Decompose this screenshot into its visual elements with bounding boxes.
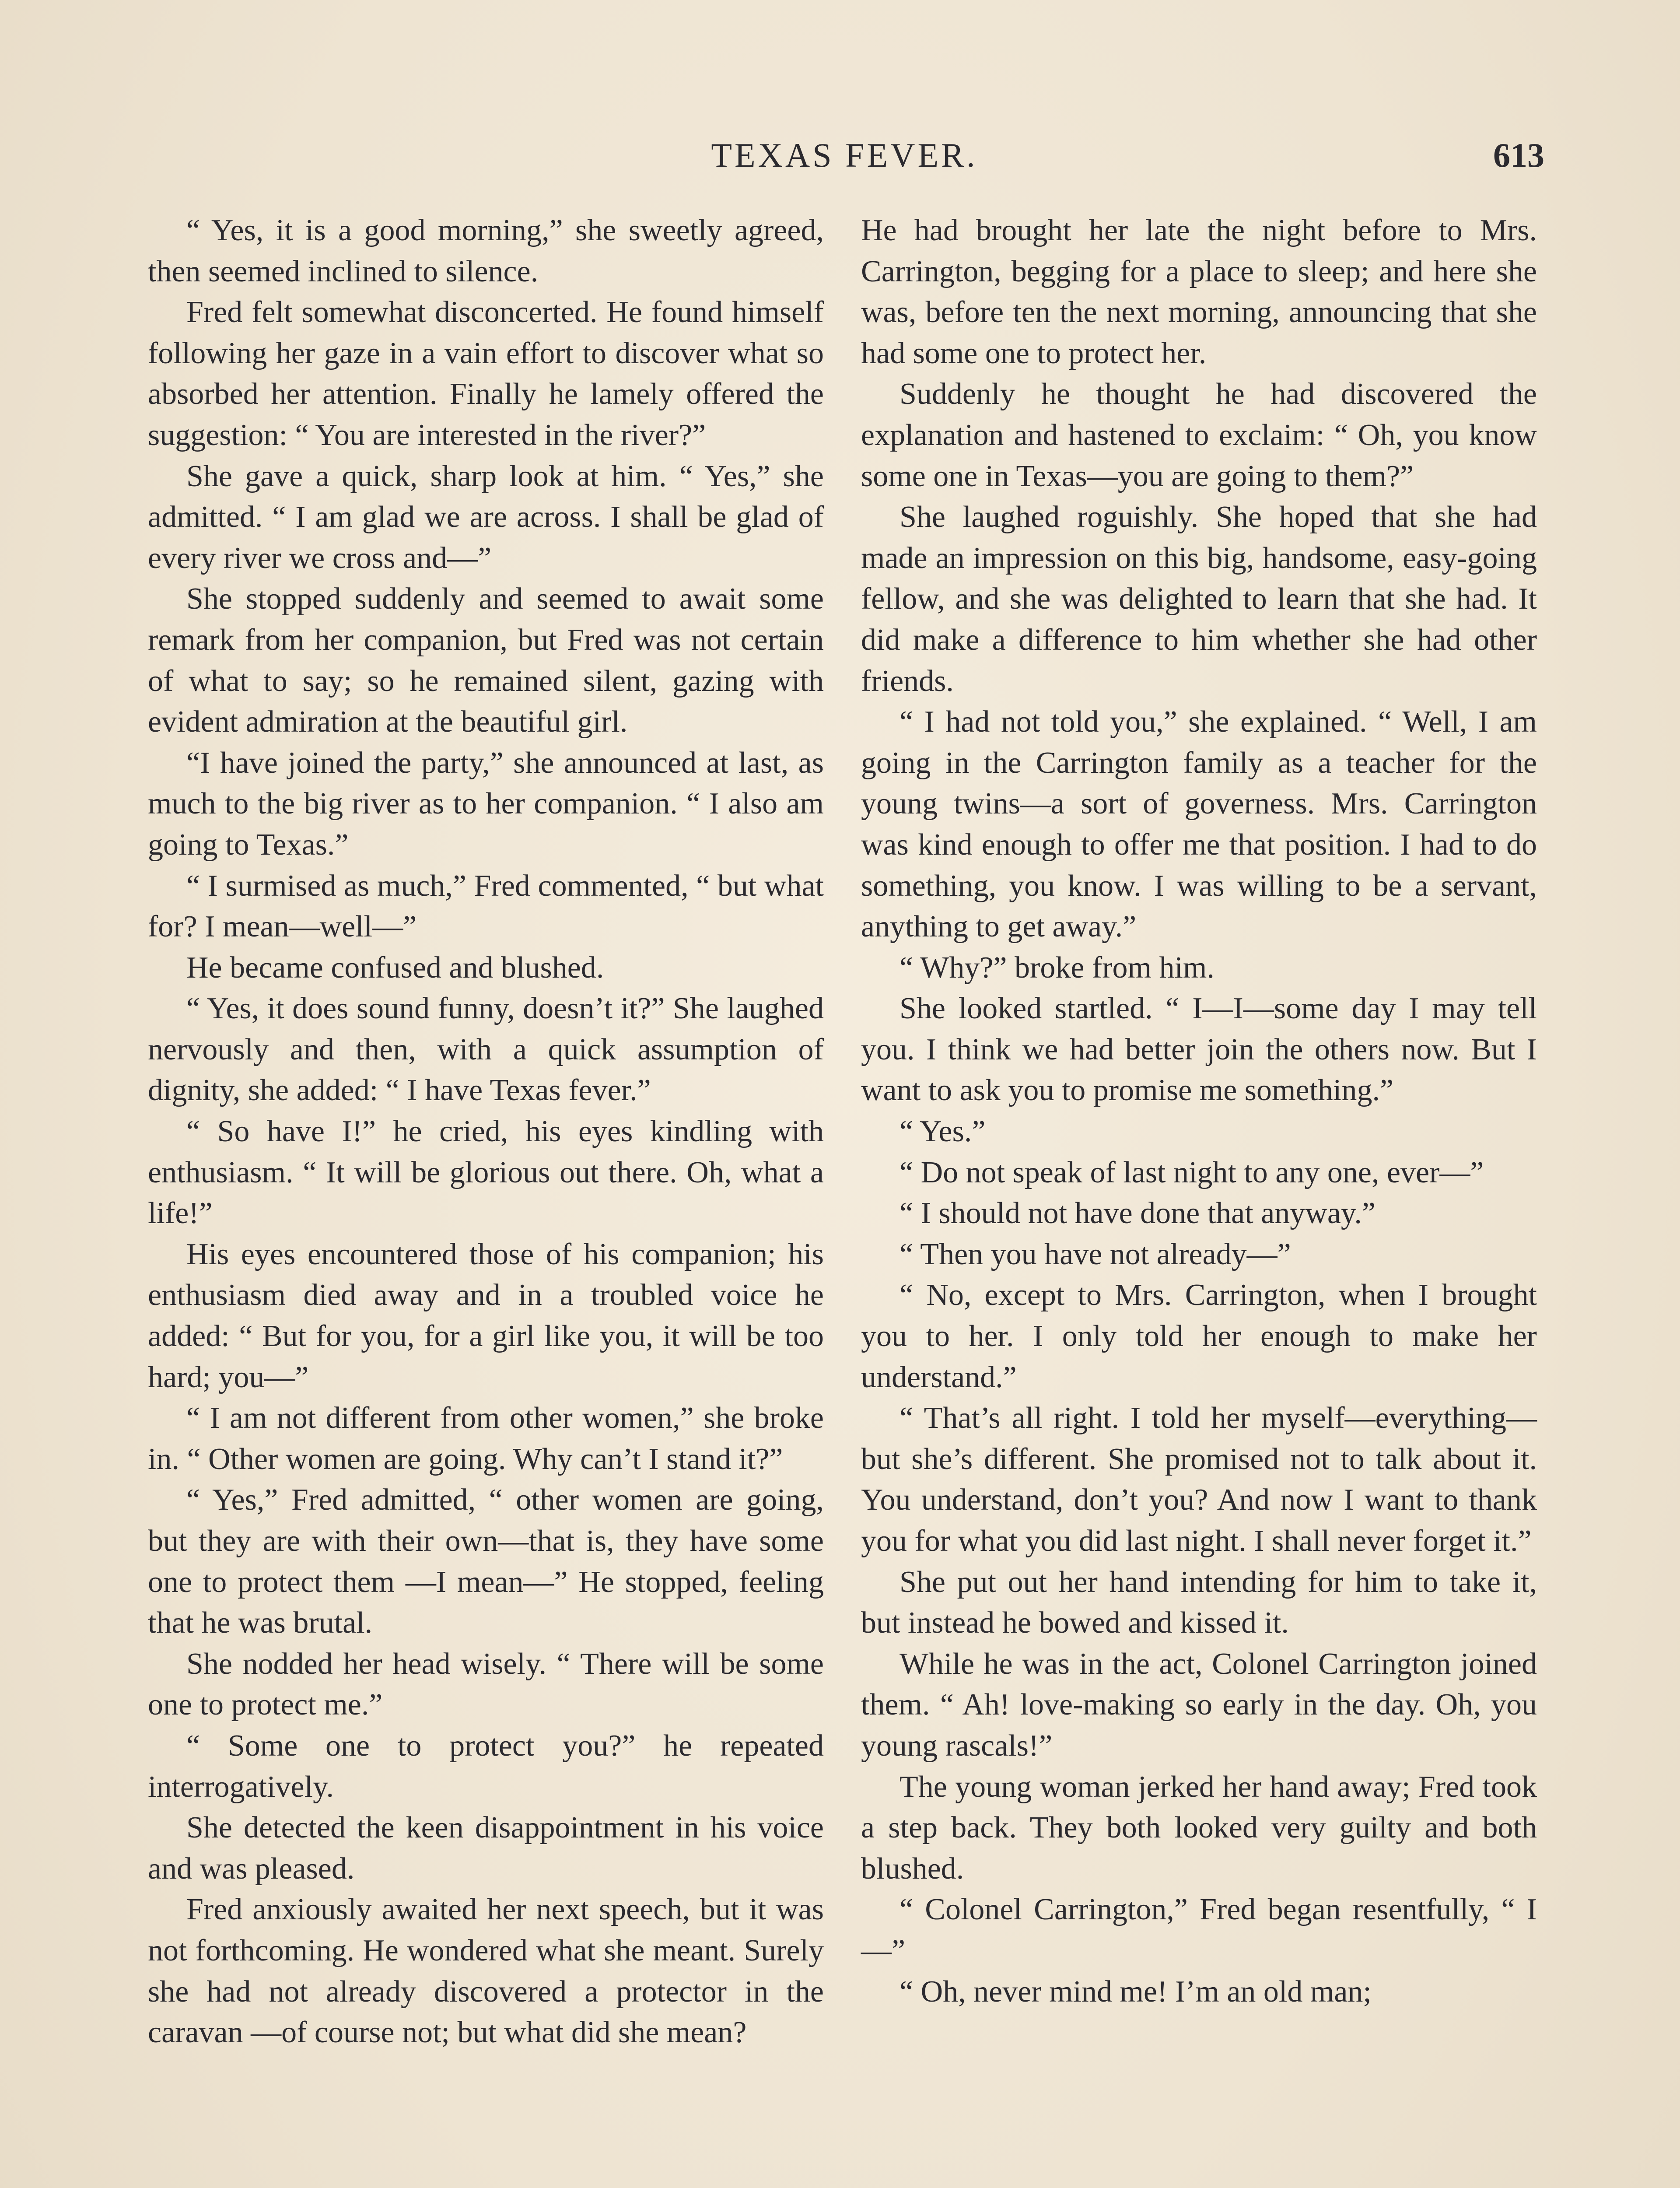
paragraph: “ Why?” broke from him. — [900, 950, 1214, 985]
left-column — [148, 210, 824, 2053]
paragraph: She gave a quick, sharp look at him. “ Yes,” she admitted. “ I am glad we are across. I shall be glad of every river we cross and—” — [148, 459, 824, 575]
paragraph: “ Yes.” — [900, 1115, 986, 1149]
paragraph: She put out her hand intending for him to take it, but instead he bowed and kissed it. — [861, 1565, 1537, 1640]
paragraph: “ Then you have not already—” — [900, 1237, 1291, 1271]
paragraph: He became confused and blushed. — [186, 950, 604, 985]
paragraph: “ Yes, it is a good morning,” she sweetly agreed, then seemed inclined to silence. — [148, 214, 824, 288]
paragraph: “ I surmised as much,” Fred commented, “ but what for? I mean—well—” — [148, 869, 824, 944]
paragraph: “ I am not different from other women,” she broke in. “ Other women are going. Why can’t I stand it?” — [148, 1401, 824, 1476]
paragraph: His eyes encountered those of his companion; his enthusiasm died away and in a troubled voice he added: “ But for you, for a girl like you, it will be too hard; you—” — [148, 1237, 824, 1394]
running-head — [144, 131, 1544, 179]
paragraph: “ I should not have done that anyway.” — [900, 1196, 1376, 1231]
paragraph: She looked startled. “ I—I—some day I may tell you. I think we had better join the others now. But I want to ask you to promise me something.” — [861, 992, 1537, 1108]
paragraph: “ Colonel Carrington,” Fred began resentfully, “ I—” — [861, 1893, 1537, 1967]
paragraph: While he was in the act, Colonel Carrington joined them. “ Ah! love-making so early in the day. Oh, you young rascals!” — [861, 1647, 1537, 1763]
paragraph: “ Some one to protect you?” he repeated interrogatively. — [148, 1729, 824, 1804]
paragraph: “ That’s all right. I told her myself—everything—but she’s different. She promised not to talk about it. You understand, don’t you? And now I want to thank you for what you did last night. I shall never forget it.” — [861, 1401, 1537, 1558]
paragraph: “ Yes, it does sound funny, doesn’t it?” She laughed nervously and then, with a quick assumption of dignity, she added: “ I have Texas fever.” — [148, 992, 824, 1108]
paragraph: “ Yes,” Fred admitted, “ other women are going, but they are with their own—that is, they have some one to protect them —I mean—” He stopped, feeling that he was brutal. — [148, 1483, 824, 1640]
page-number: 613 — [1493, 136, 1544, 174]
paragraph: “ So have I!” he cried, his eyes kindling with enthusiasm. “ It will be glorious out there. Oh, what a life!” — [148, 1115, 824, 1231]
paragraph: “ No, except to Mrs. Carrington, when I brought you to her. I only told her enough to make her understand.” — [861, 1278, 1537, 1394]
paragraph: She laughed roguishly. She hoped that she had made an impression on this big, handsome, easy-going fellow, and she was delighted to learn that she had. It did make a difference to him whether she had other friends. — [861, 500, 1537, 698]
paragraph: “ Do not speak of last night to any one, ever—” — [900, 1155, 1484, 1189]
right-column — [861, 210, 1537, 2012]
paragraph: Suddenly he thought he had discovered the explanation and hastened to exclaim: “ Oh, you know some one in Texas—you are going to them?” — [861, 377, 1537, 493]
paragraph: She nodded her head wisely. “ There will be some one to protect me.” — [148, 1647, 824, 1722]
paragraph-continuation: He had brought her late the night before to Mrs. Carrington, begging for a place to sleep; and here she was, before ten the next morning, announcing that she had some one to protect her. — [861, 214, 1537, 370]
paragraph: The young woman jerked her hand away; Fred took a step back. They both looked very guilty and both blushed. — [861, 1770, 1537, 1886]
paragraph: Fred felt somewhat disconcerted. He found himself following her gaze in a vain effort to discover what so absorbed her attention. Finally he lamely offered the suggestion: “ You are interested in the river?” — [148, 295, 824, 452]
paragraph: She stopped suddenly and seemed to await some remark from her companion, but Fred was not certain of what to say; so he remained silent, gazing with evident admiration at the beautiful girl. — [148, 582, 824, 739]
paragraph: “I have joined the party,” she announced at last, as much to the big river as to her companion. “ I also am going to Texas.” — [148, 746, 824, 862]
paragraph: “ I had not told you,” she explained. “ Well, I am going in the Carrington family as a teacher for the young twins—a sort of governess. Mrs. Carrington was kind enough to offer me that position. I had to do something, you know. I was willing to be a servant, anything to get away.” — [861, 705, 1537, 944]
paragraph: “ Oh, never mind me! I’m an old man; — [900, 1974, 1372, 2009]
paragraph: Fred anxiously awaited her next speech, but it was not forthcoming. He wondered what she meant. Surely she had not already discovered a protector in the caravan —of course not; but what did she mean? — [148, 1893, 824, 2050]
running-title: TEXAS FEVER. — [711, 136, 978, 174]
paragraph: She detected the keen disappointment in his voice and was pleased. — [148, 1811, 824, 1886]
